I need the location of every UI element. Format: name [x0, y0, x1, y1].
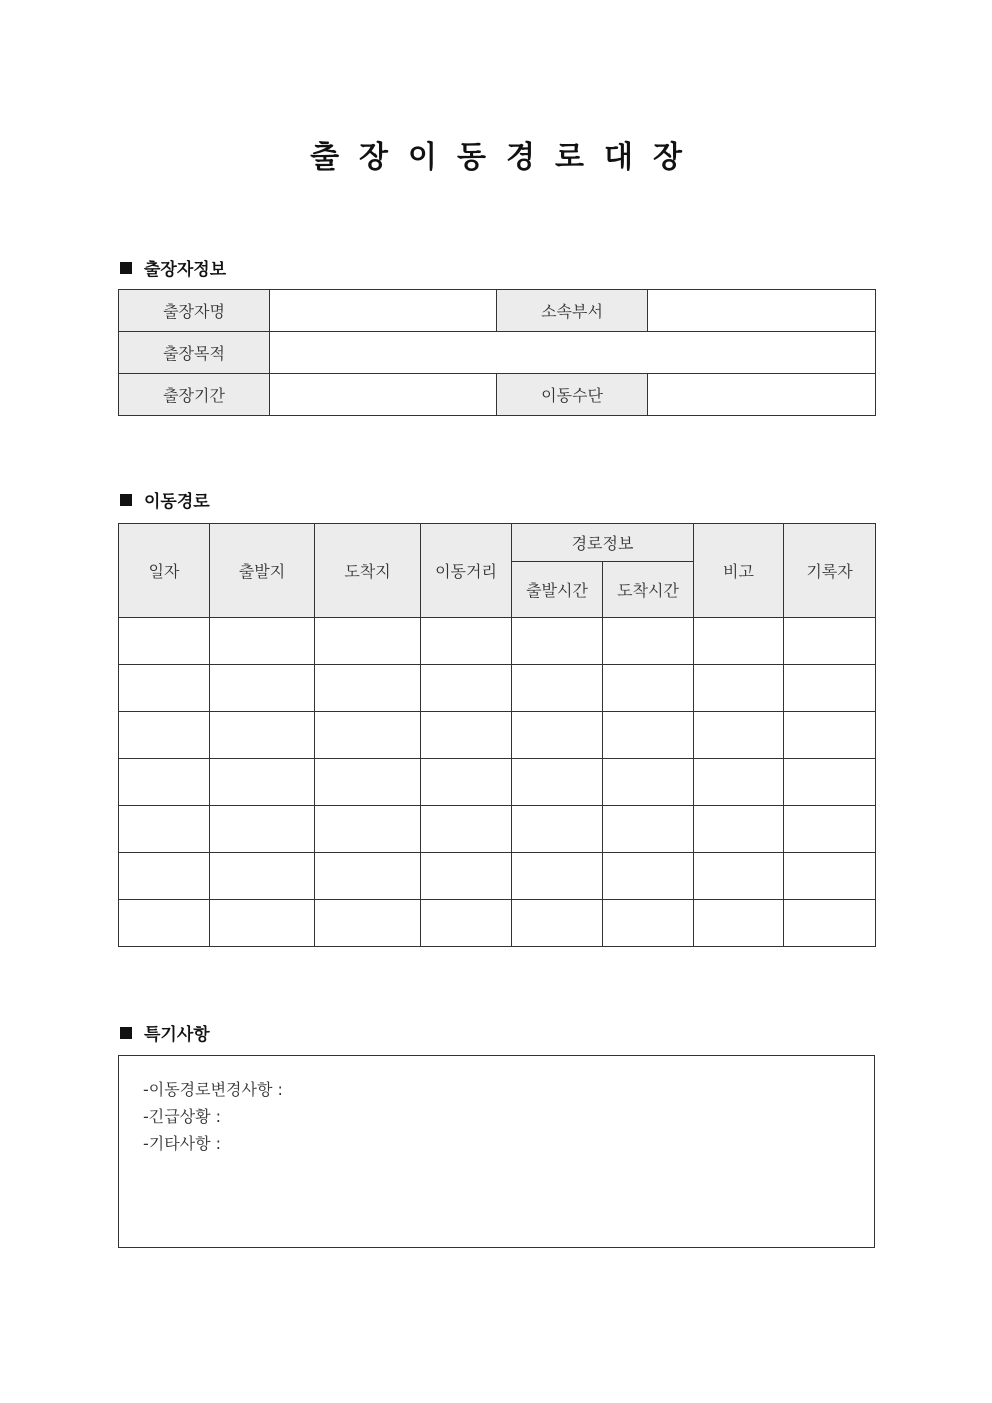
section-heading-traveler-info	[120, 255, 226, 280]
table-cell[interactable]	[512, 853, 603, 900]
header-depart-time: 출발시간	[512, 562, 603, 618]
table-row	[119, 665, 876, 712]
dept-label: 소속부서	[497, 290, 648, 332]
table-cell[interactable]	[119, 665, 210, 712]
purpose-label: 출장목적	[119, 332, 270, 374]
dept-field[interactable]	[648, 290, 876, 332]
table-cell[interactable]	[210, 712, 315, 759]
header-arrive-time: 도착시간	[603, 562, 694, 618]
table-cell[interactable]	[603, 853, 694, 900]
table-cell[interactable]	[694, 712, 784, 759]
table-cell[interactable]	[210, 618, 315, 665]
table-cell[interactable]	[210, 806, 315, 853]
square-bullet-icon	[120, 262, 132, 274]
table-cell[interactable]	[603, 618, 694, 665]
name-label: 출장자명	[119, 290, 270, 332]
table-cell[interactable]	[210, 759, 315, 806]
table-cell[interactable]	[784, 853, 876, 900]
table-row	[119, 712, 876, 759]
square-bullet-icon	[120, 494, 132, 506]
table-cell[interactable]	[210, 665, 315, 712]
header-route-info: 경로정보	[512, 524, 694, 562]
table-cell[interactable]	[512, 806, 603, 853]
table-row	[119, 853, 876, 900]
traveler-info-table	[118, 289, 876, 416]
table-row	[119, 900, 876, 947]
table-cell[interactable]	[694, 618, 784, 665]
table-cell[interactable]	[512, 900, 603, 947]
table-cell[interactable]	[421, 759, 512, 806]
table-cell[interactable]	[421, 712, 512, 759]
table-cell[interactable]	[421, 618, 512, 665]
table-row	[119, 806, 876, 853]
table-cell[interactable]	[694, 759, 784, 806]
table-cell[interactable]	[421, 806, 512, 853]
table-cell[interactable]	[315, 665, 421, 712]
route-table	[118, 523, 876, 947]
table-cell[interactable]	[512, 618, 603, 665]
table-cell[interactable]	[784, 806, 876, 853]
section-heading-notes	[120, 1020, 210, 1045]
table-row	[119, 759, 876, 806]
table-cell[interactable]	[210, 853, 315, 900]
header-remarks: 비고	[694, 524, 784, 618]
table-row	[119, 618, 876, 665]
table-cell[interactable]	[603, 900, 694, 947]
table-cell[interactable]	[784, 665, 876, 712]
table-cell[interactable]	[512, 759, 603, 806]
header-recorder: 기록자	[784, 524, 876, 618]
purpose-field[interactable]	[270, 332, 876, 374]
table-cell[interactable]	[119, 900, 210, 947]
table-cell[interactable]	[210, 900, 315, 947]
table-cell[interactable]	[694, 806, 784, 853]
table-cell[interactable]	[784, 618, 876, 665]
table-cell[interactable]	[421, 853, 512, 900]
section-heading-label: 특기사항	[144, 1025, 210, 1045]
table-cell[interactable]	[603, 712, 694, 759]
table-cell[interactable]	[784, 759, 876, 806]
table-cell[interactable]	[421, 665, 512, 712]
table-cell[interactable]	[421, 900, 512, 947]
section-heading-label: 출장자정보	[144, 260, 227, 280]
page-title: 출장이동경로대장	[310, 140, 702, 175]
table-cell[interactable]	[694, 665, 784, 712]
route-table-body	[119, 618, 876, 947]
table-cell[interactable]	[603, 665, 694, 712]
table-cell[interactable]	[315, 900, 421, 947]
table-cell[interactable]	[315, 853, 421, 900]
table-cell[interactable]	[315, 806, 421, 853]
table-cell[interactable]	[512, 712, 603, 759]
notes-box[interactable]	[118, 1055, 875, 1248]
table-cell[interactable]	[603, 806, 694, 853]
table-cell[interactable]	[119, 806, 210, 853]
note-other: -기타사항 :	[143, 1134, 222, 1153]
table-cell[interactable]	[119, 712, 210, 759]
period-label: 출장기간	[119, 374, 270, 416]
table-cell[interactable]	[784, 712, 876, 759]
header-date: 일자	[119, 524, 210, 618]
table-cell[interactable]	[784, 900, 876, 947]
header-departure: 출발지	[210, 524, 315, 618]
table-cell[interactable]	[694, 900, 784, 947]
note-route-change: -이동경로변경사항 :	[143, 1080, 283, 1099]
period-field[interactable]	[270, 374, 497, 416]
table-cell[interactable]	[512, 665, 603, 712]
section-heading-label: 이동경로	[144, 492, 210, 512]
name-field[interactable]	[270, 290, 497, 332]
table-cell[interactable]	[119, 759, 210, 806]
table-cell[interactable]	[315, 759, 421, 806]
square-bullet-icon	[120, 1027, 132, 1039]
table-cell[interactable]	[694, 853, 784, 900]
table-cell[interactable]	[119, 618, 210, 665]
table-cell[interactable]	[603, 759, 694, 806]
table-cell[interactable]	[315, 712, 421, 759]
table-cell[interactable]	[315, 618, 421, 665]
table-cell[interactable]	[119, 853, 210, 900]
header-distance: 이동거리	[421, 524, 512, 618]
transport-field[interactable]	[648, 374, 876, 416]
header-arrival: 도착지	[315, 524, 421, 618]
transport-label: 이동수단	[497, 374, 648, 416]
section-heading-route	[120, 487, 210, 512]
note-emergency: -긴급상황 :	[143, 1107, 222, 1126]
